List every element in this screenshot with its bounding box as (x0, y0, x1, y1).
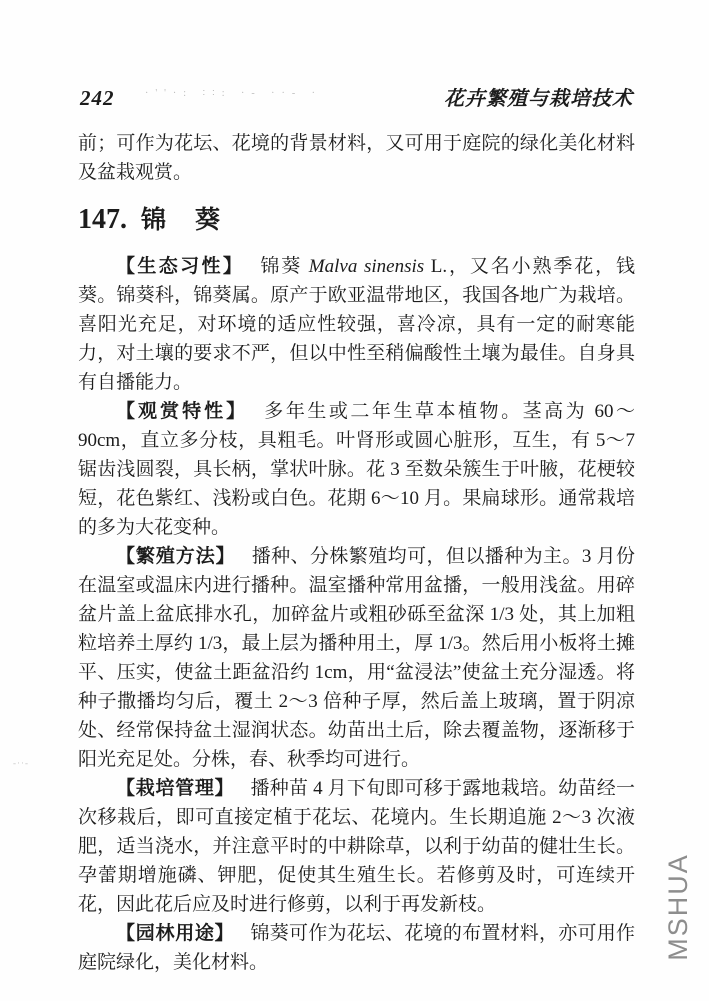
paragraph-text: 播种苗 4 月下旬即可移于露地栽培。幼苗经一次移栽后，即可直接定植于花坛、花境内。生长期追施 2～3 次液肥，适当浇水，并注意平时的中耕除草，以利于幼苗的健壮生长。孕蕾期增施磷、钾肥，促使其生殖生长。若修剪及时，可连续开花，因此花后应及时进行修剪，以利于再发新枝。 (78, 778, 635, 915)
paragraph-label: 【园林用途】 (116, 923, 235, 944)
page-body (78, 129, 635, 977)
paragraph-label: 【栽培管理】 (116, 778, 235, 799)
latin-species-name: Malva sinensis (308, 256, 425, 277)
paragraph-garden-use (78, 919, 635, 977)
paragraph-label: 【繁殖方法】 (116, 546, 236, 567)
intro-continuation-paragraph: 前；可作为花坛、花境的背景材料，又可用于庭院的绿化美化材料及盆栽观赏。 (78, 133, 635, 183)
scan-artifacts-header: ·''·: ∶∶: ·- ··- · (145, 88, 323, 99)
paragraph-text: 多年生或二年生草本植物。茎高为 60～90cm，直立多分枝，具粗毛。叶肾形或圆心脏形，互生，有 5～7 锯齿浅圆裂，具长柄，掌状叶脉。花 3 至数朵簇生于叶腋，花梗较短，花色紫红、浅粉或白色。花期 6～10 月。果扁球形。通常栽培的多为大花变种。 (78, 401, 635, 538)
paragraph-label: 【生态习性】 (116, 256, 245, 277)
paragraph-ornamental-traits (78, 397, 635, 542)
paragraph-ecology-habit (78, 252, 635, 397)
scan-artifact-left-margin: -··- (13, 758, 29, 768)
paragraph-text: 播种、分株繁殖均可，但以播种为主。3 月份在温室或温床内进行播种。温室播种常用盆播，一般用浅盆。用碎盆片盖上盆底排水孔，加碎盆片或粗砂砾至盆深 1/3 处，其上加粗粒培养土厚约 1/3，最上层为播种用土，厚 1/3。然后用小板将土摊平、压实，使盆土距盆沿约 1cm，用“盆浸法”使盆土充分湿透。将种子撒播均匀后，覆土 2～3 倍种子厚，然后盖上玻璃，置于阴凉处、经常保持盆土湿润状态。幼苗出土后，除去覆盖物，逐渐移于阳光充足处。分株，春、秋季均可进行。 (78, 546, 635, 770)
paragraph-label: 【观赏特性】 (116, 401, 249, 422)
book-title-header: 花卉繁殖与栽培技术 (444, 88, 633, 110)
watermark-vertical-text: MSHUA (663, 853, 693, 961)
section-title: 锦 葵 (141, 206, 223, 234)
paragraph-text: 锦葵 (260, 256, 309, 277)
paragraph-text: 锦葵可作为花坛、花境的布置材料，亦可用作庭院绿化，美化材料。 (78, 923, 635, 973)
paragraph-cultivation-management (78, 774, 635, 919)
section-heading (78, 203, 635, 237)
page-number: 242 (80, 86, 115, 110)
paragraph-text: L.，又名小熟季花，钱葵。锦葵科，锦葵属。原产于欧亚温带地区，我国各地广为栽培。喜阳光充足，对环境的适应性较强，喜冷凉，具有一定的耐寒能力，对土壤的要求不严，但以中性至稍偏酸性土壤为最佳。自身具有自播能力。 (78, 256, 635, 393)
paragraph-propagation-method (78, 542, 635, 774)
section-number: 147. (78, 204, 127, 235)
